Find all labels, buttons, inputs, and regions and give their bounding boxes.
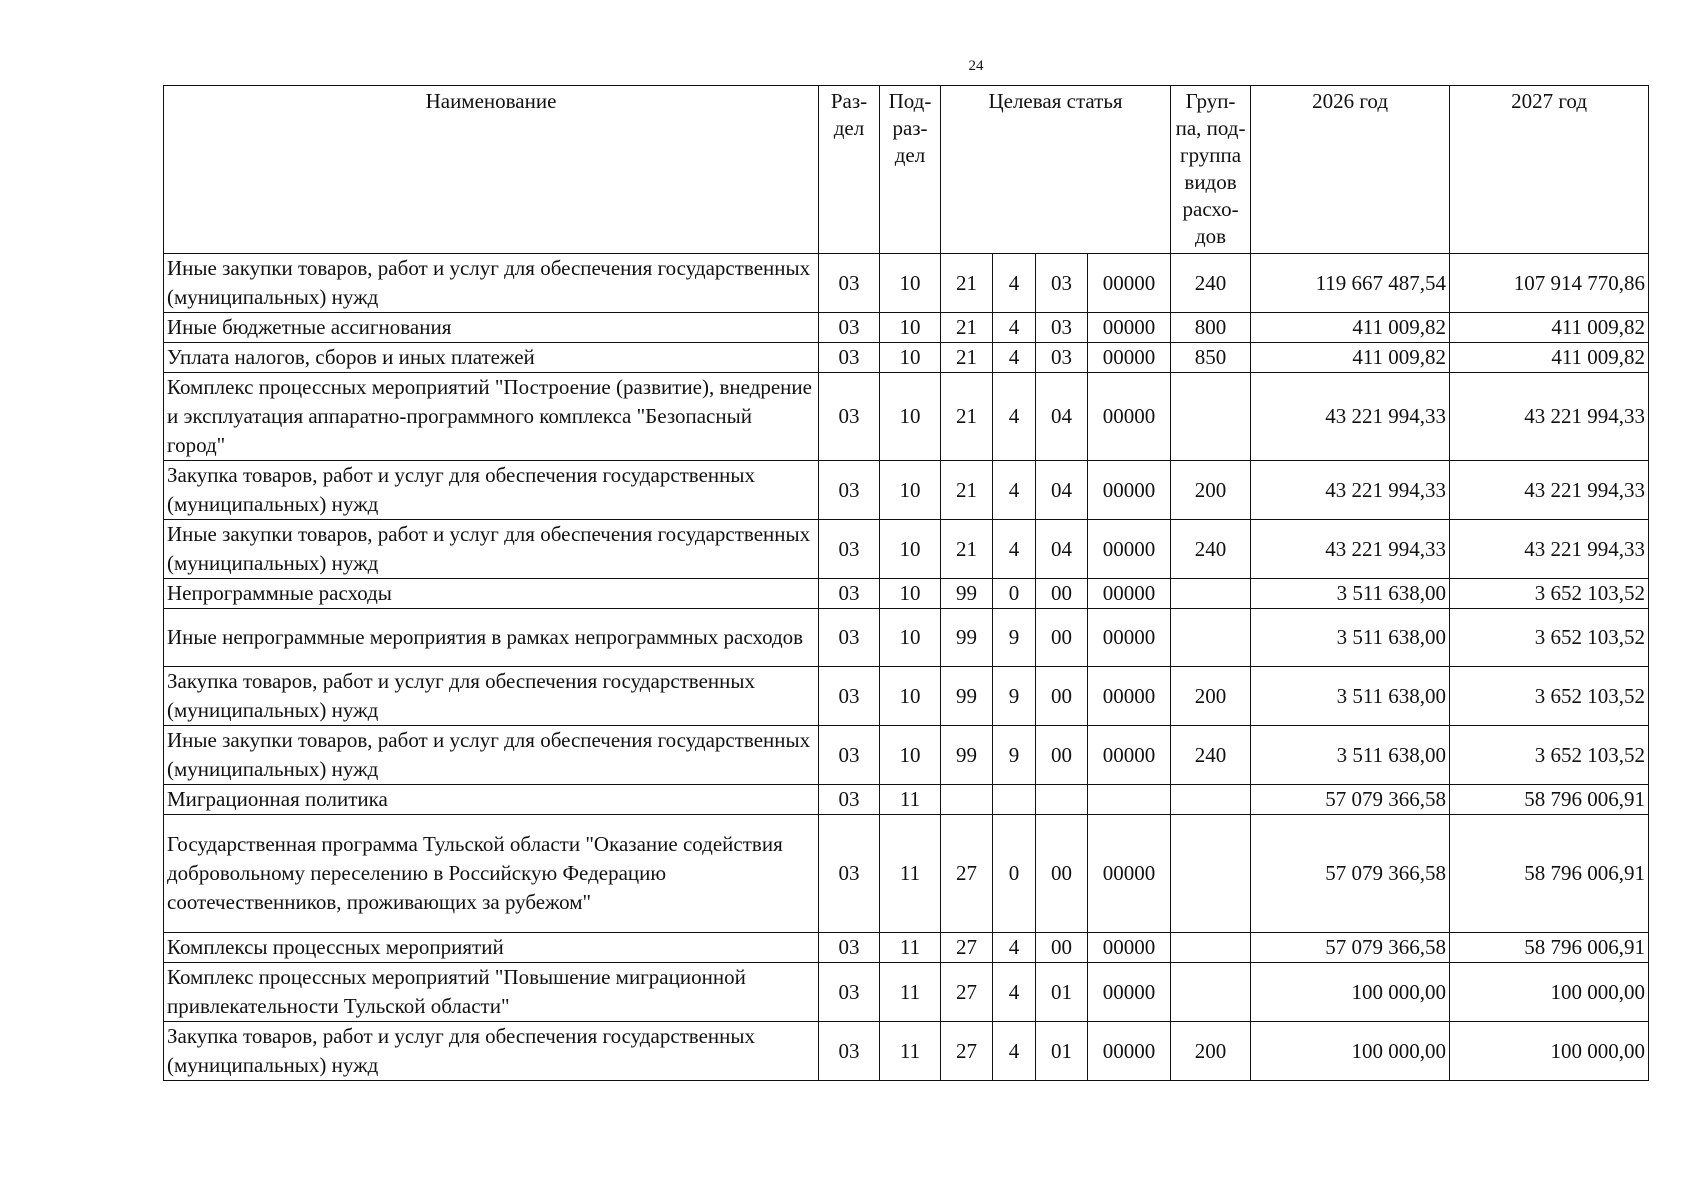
row-target-type: 4	[993, 963, 1036, 1022]
row-amount-2027: 43 221 994,33	[1450, 461, 1649, 520]
header-row	[164, 86, 1649, 254]
row-expense-group: 200	[1171, 667, 1251, 726]
row-amount-2027: 3 652 103,52	[1450, 726, 1649, 785]
row-target-type: 4	[993, 1022, 1036, 1081]
row-target-program: 27	[941, 1022, 993, 1081]
table-row	[164, 815, 1649, 933]
row-amount-2027: 43 221 994,33	[1450, 520, 1649, 579]
row-subsection: 10	[880, 254, 941, 313]
row-subsection: 11	[880, 785, 941, 815]
row-amount-2026: 43 221 994,33	[1251, 461, 1450, 520]
row-name: Уплата налогов, сборов и иных платежей	[164, 343, 819, 373]
row-section: 03	[819, 815, 880, 933]
row-target-direction: 00000	[1088, 579, 1171, 609]
row-target-program: 99	[941, 667, 993, 726]
row-target-type	[993, 785, 1036, 815]
row-target-program: 99	[941, 579, 993, 609]
row-target-program: 21	[941, 520, 993, 579]
header-expense-group: Груп-па, под-группа видов расхо-дов	[1171, 86, 1251, 254]
row-amount-2026: 57 079 366,58	[1251, 815, 1450, 933]
row-target-program: 21	[941, 254, 993, 313]
row-amount-2027: 3 652 103,52	[1450, 667, 1649, 726]
budget-table	[163, 85, 1649, 1081]
row-target-structure: 00	[1036, 815, 1088, 933]
row-expense-group: 200	[1171, 1022, 1251, 1081]
row-target-program	[941, 785, 993, 815]
table-row	[164, 520, 1649, 579]
row-target-direction: 00000	[1088, 313, 1171, 343]
table-row	[164, 461, 1649, 520]
row-section: 03	[819, 963, 880, 1022]
row-amount-2026: 411 009,82	[1251, 313, 1450, 343]
row-target-structure: 01	[1036, 1022, 1088, 1081]
row-name: Иные закупки товаров, работ и услуг для обеспечения государственных (муниципальных) нужд	[164, 520, 819, 579]
row-target-program: 99	[941, 726, 993, 785]
row-subsection: 10	[880, 313, 941, 343]
row-target-type: 4	[993, 343, 1036, 373]
row-target-type: 4	[993, 254, 1036, 313]
row-expense-group	[1171, 815, 1251, 933]
row-amount-2026: 3 511 638,00	[1251, 609, 1450, 667]
row-section: 03	[819, 254, 880, 313]
row-name: Иные непрограммные мероприятия в рамках непрограммных расходов	[164, 609, 819, 667]
row-target-program: 21	[941, 373, 993, 461]
row-amount-2027: 43 221 994,33	[1450, 373, 1649, 461]
table-row	[164, 579, 1649, 609]
row-section: 03	[819, 726, 880, 785]
row-expense-group	[1171, 579, 1251, 609]
row-amount-2027: 58 796 006,91	[1450, 933, 1649, 963]
header-section: Раз-дел	[819, 86, 880, 254]
row-amount-2027: 411 009,82	[1450, 313, 1649, 343]
row-amount-2026: 3 511 638,00	[1251, 579, 1450, 609]
row-subsection: 11	[880, 1022, 941, 1081]
row-name: Комплекс процессных мероприятий "Повышение миграционной привлекательности Тульской области"	[164, 963, 819, 1022]
row-subsection: 10	[880, 520, 941, 579]
row-amount-2026: 3 511 638,00	[1251, 726, 1450, 785]
row-subsection: 11	[880, 963, 941, 1022]
row-expense-group	[1171, 933, 1251, 963]
row-target-type: 4	[993, 313, 1036, 343]
row-target-structure: 00	[1036, 609, 1088, 667]
row-subsection: 10	[880, 461, 941, 520]
row-amount-2026: 100 000,00	[1251, 1022, 1450, 1081]
row-section: 03	[819, 609, 880, 667]
row-expense-group: 200	[1171, 461, 1251, 520]
row-expense-group: 850	[1171, 343, 1251, 373]
row-target-type: 9	[993, 726, 1036, 785]
row-target-program: 27	[941, 815, 993, 933]
row-target-program: 27	[941, 963, 993, 1022]
table-row	[164, 933, 1649, 963]
row-name: Непрограммные расходы	[164, 579, 819, 609]
row-target-direction: 00000	[1088, 933, 1171, 963]
row-target-direction	[1088, 785, 1171, 815]
row-subsection: 11	[880, 815, 941, 933]
header-2026: 2026 год	[1251, 86, 1450, 254]
row-amount-2027: 100 000,00	[1450, 1022, 1649, 1081]
row-amount-2027: 100 000,00	[1450, 963, 1649, 1022]
row-target-direction: 00000	[1088, 667, 1171, 726]
row-target-type: 4	[993, 373, 1036, 461]
row-target-structure: 03	[1036, 254, 1088, 313]
row-name: Закупка товаров, работ и услуг для обеспечения государственных (муниципальных) нужд	[164, 461, 819, 520]
header-target-article: Целевая статья	[941, 86, 1171, 254]
table-row	[164, 667, 1649, 726]
row-amount-2027: 3 652 103,52	[1450, 609, 1649, 667]
row-subsection: 10	[880, 667, 941, 726]
row-expense-group: 800	[1171, 313, 1251, 343]
row-target-direction: 00000	[1088, 343, 1171, 373]
row-amount-2026: 57 079 366,58	[1251, 933, 1450, 963]
row-target-program: 21	[941, 343, 993, 373]
row-subsection: 10	[880, 343, 941, 373]
row-target-structure: 04	[1036, 461, 1088, 520]
row-target-structure: 04	[1036, 373, 1088, 461]
row-name: Иные закупки товаров, работ и услуг для обеспечения государственных (муниципальных) нужд	[164, 726, 819, 785]
row-target-type: 9	[993, 667, 1036, 726]
table-row	[164, 609, 1649, 667]
row-target-direction: 00000	[1088, 373, 1171, 461]
row-name: Закупка товаров, работ и услуг для обеспечения государственных (муниципальных) нужд	[164, 667, 819, 726]
row-amount-2026: 119 667 487,54	[1251, 254, 1450, 313]
row-target-program: 21	[941, 313, 993, 343]
row-name: Миграционная политика	[164, 785, 819, 815]
header-subsection: Под-раз-дел	[880, 86, 941, 254]
row-target-structure: 04	[1036, 520, 1088, 579]
row-section: 03	[819, 373, 880, 461]
row-subsection: 10	[880, 373, 941, 461]
row-section: 03	[819, 343, 880, 373]
row-subsection: 10	[880, 609, 941, 667]
row-section: 03	[819, 667, 880, 726]
row-target-direction: 00000	[1088, 1022, 1171, 1081]
row-section: 03	[819, 785, 880, 815]
row-target-structure: 00	[1036, 726, 1088, 785]
row-name: Государственная программа Тульской области "Оказание содействия добровольному переселению в Российскую Федерацию соотечественников, проживающих за рубежом"	[164, 815, 819, 933]
row-name: Комплекс процессных мероприятий "Построение (развитие), внедрение и эксплуатация аппаратно-программного комплекса "Безопасный город"	[164, 373, 819, 461]
header-name: Наименование	[164, 86, 819, 254]
table-body	[164, 254, 1649, 1081]
table-row	[164, 313, 1649, 343]
table-row	[164, 963, 1649, 1022]
row-amount-2026: 100 000,00	[1251, 963, 1450, 1022]
row-target-direction: 00000	[1088, 609, 1171, 667]
row-amount-2026: 43 221 994,33	[1251, 520, 1450, 579]
row-target-program: 21	[941, 461, 993, 520]
row-target-type: 4	[993, 461, 1036, 520]
row-name: Иные бюджетные ассигнования	[164, 313, 819, 343]
row-name: Иные закупки товаров, работ и услуг для обеспечения государственных (муниципальных) нужд	[164, 254, 819, 313]
row-amount-2026: 3 511 638,00	[1251, 667, 1450, 726]
row-amount-2027: 58 796 006,91	[1450, 785, 1649, 815]
row-amount-2027: 411 009,82	[1450, 343, 1649, 373]
table-row	[164, 343, 1649, 373]
row-name: Закупка товаров, работ и услуг для обеспечения государственных (муниципальных) нужд	[164, 1022, 819, 1081]
row-expense-group	[1171, 609, 1251, 667]
row-target-structure	[1036, 785, 1088, 815]
row-target-type: 0	[993, 579, 1036, 609]
table-row	[164, 785, 1649, 815]
row-target-structure: 03	[1036, 313, 1088, 343]
row-expense-group	[1171, 373, 1251, 461]
row-target-structure: 00	[1036, 579, 1088, 609]
page-number: 24	[968, 58, 984, 74]
row-name: Комплексы процессных мероприятий	[164, 933, 819, 963]
row-subsection: 11	[880, 933, 941, 963]
row-target-program: 27	[941, 933, 993, 963]
row-target-direction: 00000	[1088, 815, 1171, 933]
table-row	[164, 1022, 1649, 1081]
row-expense-group: 240	[1171, 254, 1251, 313]
row-target-structure: 03	[1036, 343, 1088, 373]
row-section: 03	[819, 1022, 880, 1081]
row-target-type: 4	[993, 933, 1036, 963]
row-amount-2026: 411 009,82	[1251, 343, 1450, 373]
row-target-direction: 00000	[1088, 520, 1171, 579]
header-2027: 2027 год	[1450, 86, 1649, 254]
table-row	[164, 726, 1649, 785]
row-expense-group	[1171, 785, 1251, 815]
row-subsection: 10	[880, 579, 941, 609]
row-section: 03	[819, 461, 880, 520]
row-section: 03	[819, 933, 880, 963]
row-target-structure: 00	[1036, 667, 1088, 726]
row-target-type: 9	[993, 609, 1036, 667]
row-target-structure: 01	[1036, 963, 1088, 1022]
row-amount-2027: 3 652 103,52	[1450, 579, 1649, 609]
row-target-type: 4	[993, 520, 1036, 579]
row-amount-2027: 58 796 006,91	[1450, 815, 1649, 933]
row-target-program: 99	[941, 609, 993, 667]
row-target-direction: 00000	[1088, 963, 1171, 1022]
row-amount-2026: 57 079 366,58	[1251, 785, 1450, 815]
row-section: 03	[819, 520, 880, 579]
row-expense-group: 240	[1171, 520, 1251, 579]
row-section: 03	[819, 579, 880, 609]
row-amount-2027: 107 914 770,86	[1450, 254, 1649, 313]
row-target-structure: 00	[1036, 933, 1088, 963]
row-subsection: 10	[880, 726, 941, 785]
row-target-direction: 00000	[1088, 726, 1171, 785]
row-target-direction: 00000	[1088, 254, 1171, 313]
row-amount-2026: 43 221 994,33	[1251, 373, 1450, 461]
row-expense-group	[1171, 963, 1251, 1022]
row-expense-group: 240	[1171, 726, 1251, 785]
row-target-direction: 00000	[1088, 461, 1171, 520]
row-target-type: 0	[993, 815, 1036, 933]
row-section: 03	[819, 313, 880, 343]
table-row	[164, 373, 1649, 461]
table-row	[164, 254, 1649, 313]
